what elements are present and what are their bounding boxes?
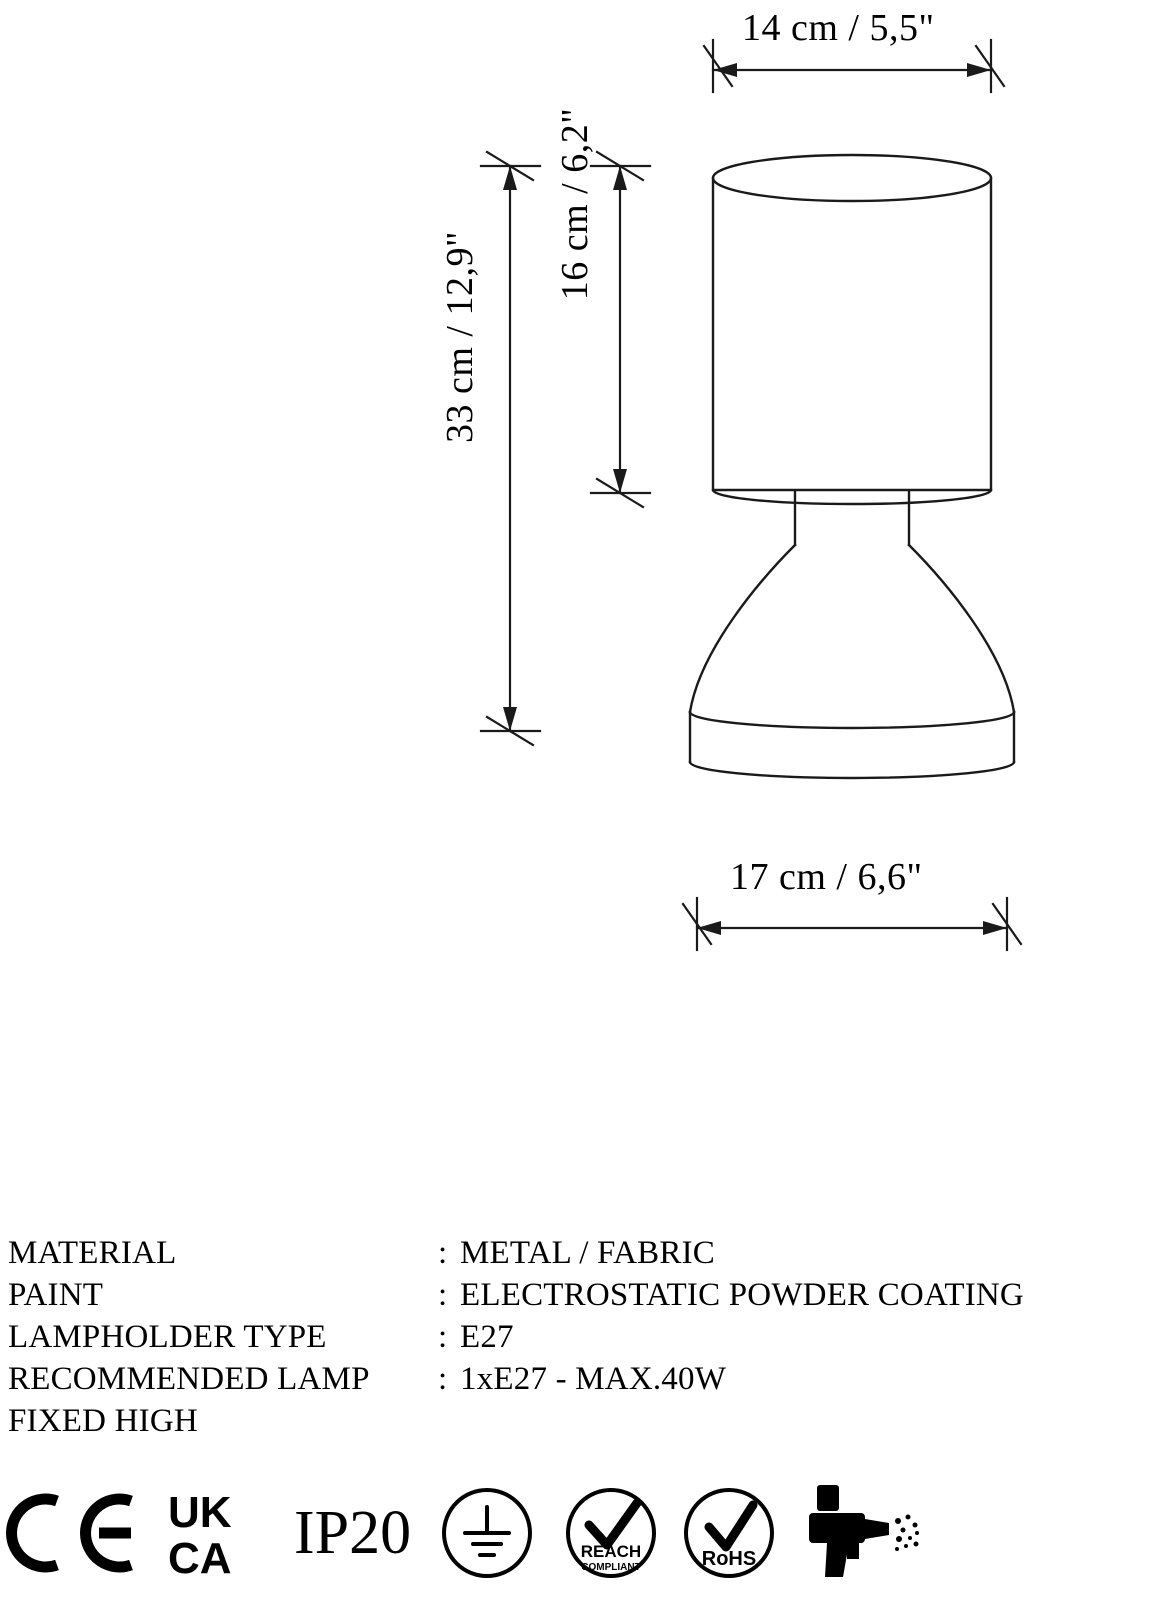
lamp-outline [690,155,1014,778]
shade-height-dimension-line [591,152,650,507]
svg-text:CA: CA [168,1534,232,1581]
spec-row [8,1358,1158,1400]
dimension-label-bottom-width: 17 cm / 6,6" [730,856,923,898]
ukca-mark-icon [168,1485,280,1581]
spec-separator: : [438,1235,448,1271]
spec-row [8,1232,1158,1274]
svg-text:RoHS: RoHS [701,1548,757,1570]
spec-separator: : [438,1361,448,1397]
specifications-block [8,1232,1158,1442]
spec-key-recommended-lamp: RECOMMENDED LAMP [8,1361,370,1397]
spec-value-lampholder-type: E27 [460,1319,514,1355]
spec-value-recommended-lamp: 1xE27 - MAX.40W [460,1361,727,1397]
spec-value-paint: ELECTROSTATIC POWDER COATING [460,1277,1024,1313]
svg-text:UK: UK [168,1488,232,1537]
spec-key-paint: PAINT [8,1277,104,1313]
spec-row [8,1274,1158,1316]
ce-mark-icon [0,1485,150,1581]
spec-key-material: MATERIAL [8,1235,177,1271]
dimension-label-total-height: 33 cm / 12,9" [439,231,481,443]
spec-note-fixed-high: FIXED HIGH [8,1403,198,1439]
powder-coating-spray-gun-icon [803,1483,923,1583]
svg-text:COMPLIANT: COMPLIANT [581,1562,641,1573]
spec-separator: : [438,1319,448,1355]
spec-row [8,1316,1158,1358]
svg-text:REACH: REACH [580,1542,642,1561]
spec-value-material: METAL / FABRIC [460,1235,716,1271]
bottom-width-dimension-line [683,898,1021,950]
certification-badges [0,1478,1165,1588]
dimension-label-top-width: 14 cm / 5,5" [742,7,935,49]
ip-rating-text: IP20 [294,1498,412,1567]
dimension-label-shade-height: 16 cm / 6,2" [554,107,596,301]
rohs-check-icon [681,1485,777,1581]
spec-key-lampholder-type: LAMPHOLDER TYPE [8,1319,327,1355]
protective-earth-icon [439,1485,535,1581]
total-height-dimension-line [481,152,540,745]
reach-check-icon [563,1485,659,1581]
spec-separator: : [438,1277,448,1313]
